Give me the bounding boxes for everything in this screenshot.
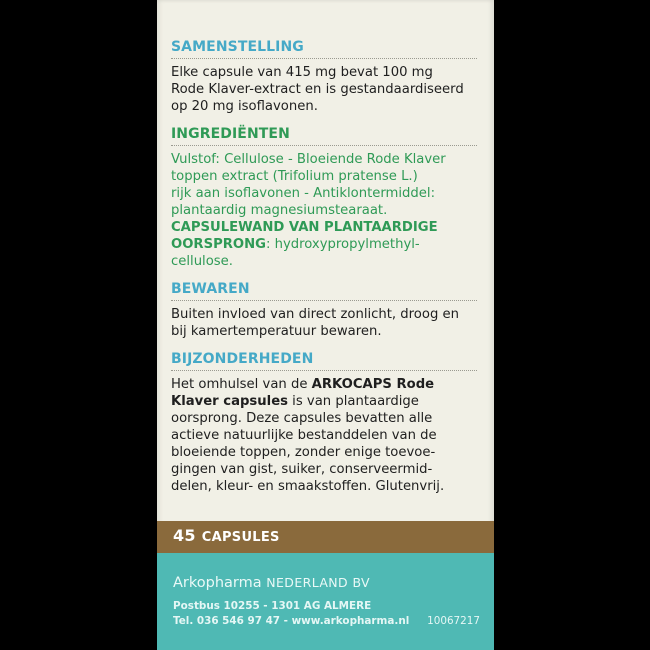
capsulewand-bold-1: CAPSULEWAND VAN PLANTAARDIGE [171, 220, 438, 235]
bijzonderheden-line-7: delen, kleur- en smaakstoffen. Glutenvrij. [171, 479, 445, 494]
samenstelling-line-2: Rode Klaver-extract en is gestandaardiseerd [171, 82, 464, 97]
capsulewand-line-1 [171, 219, 489, 236]
ingredienten-line-1: Vulstof: Cellulose - Bloeiende Rode Klaver [171, 152, 446, 167]
samenstelling-line-3: op 20 mg isoflavonen. [171, 99, 318, 114]
bijzonderheden-line-1 [171, 376, 489, 393]
bijzonderheden-line-4: actieve natuurlijke bestanddelen van de [171, 428, 437, 443]
bijzonderheden-line-6: gingen van gist, suiker, conserveermid- [171, 462, 433, 477]
contact-line: Tel. 036 546 97 47 - www.arkopharma.nl [173, 615, 410, 627]
section-title-ingredienten: INGREDIËNTEN [171, 126, 290, 142]
manufacturer-footer [157, 553, 494, 650]
ingredienten-line-4: plantaardig magnesiumstearaat. [171, 203, 388, 218]
bewaren-line-1: Buiten invloed van direct zonlicht, droog en [171, 307, 459, 322]
section-title-bijzonderheden: BIJZONDERHEDEN [171, 351, 314, 367]
bijzonderheden-line-5: bloeiende toppen, zonder enige toevoe- [171, 445, 436, 460]
section-title-bewaren: BEWAREN [171, 281, 250, 297]
capsule-count: 45 [173, 526, 196, 545]
capsulewand-line-2 [171, 236, 489, 253]
bijzonderheden-bold-1b: ARKOCAPS Rode [311, 377, 435, 392]
brand-name: Arkopharma [173, 575, 262, 591]
section-divider [171, 58, 477, 60]
capsule-count-label: CAPSULES [201, 530, 280, 545]
section-divider [171, 370, 477, 372]
bijzonderheden-bold-2b: Klaver capsules [171, 394, 288, 409]
section-divider [171, 145, 477, 147]
section-title-samenstelling: SAMENSTELLING [171, 39, 304, 55]
bewaren-line-2: bij kamertemperatuur bewaren. [171, 324, 382, 339]
label-text-block [171, 38, 489, 495]
spacer [171, 340, 489, 350]
postal-address: Postbus 10255 - 1301 AG ALMERE [173, 600, 372, 612]
brand-line [173, 575, 370, 591]
ingredienten-line-2: toppen extract (Trifolium pratense L.) [171, 169, 418, 184]
ingredienten-line-3: rijk aan isoflavonen - Antiklontermiddel: [171, 186, 436, 201]
bijzonderheden-text-1a: Het omhulsel van de [171, 377, 312, 392]
capsule-count-band [157, 521, 494, 553]
spacer [171, 115, 489, 125]
section-divider [171, 300, 477, 302]
bijzonderheden-text-2c: is van plantaardige [287, 394, 419, 409]
capsule-count-text [173, 526, 280, 545]
product-code: 10067217 [427, 615, 480, 627]
package-back-panel [157, 0, 494, 650]
bijzonderheden-line-2 [171, 393, 489, 410]
brand-suffix: NEDERLAND BV [266, 575, 371, 590]
samenstelling-line-1: Elke capsule van 415 mg bevat 100 mg [171, 65, 433, 80]
capsulewand-bold-2: OORSPRONG [171, 237, 266, 252]
spacer [171, 270, 489, 280]
capsulewand-rest-2: : hydroxypropylmethyl- [265, 237, 420, 252]
bijzonderheden-line-3: oorsprong. Deze capsules bevatten alle [171, 411, 433, 426]
capsulewand-line-3: cellulose. [171, 254, 233, 269]
